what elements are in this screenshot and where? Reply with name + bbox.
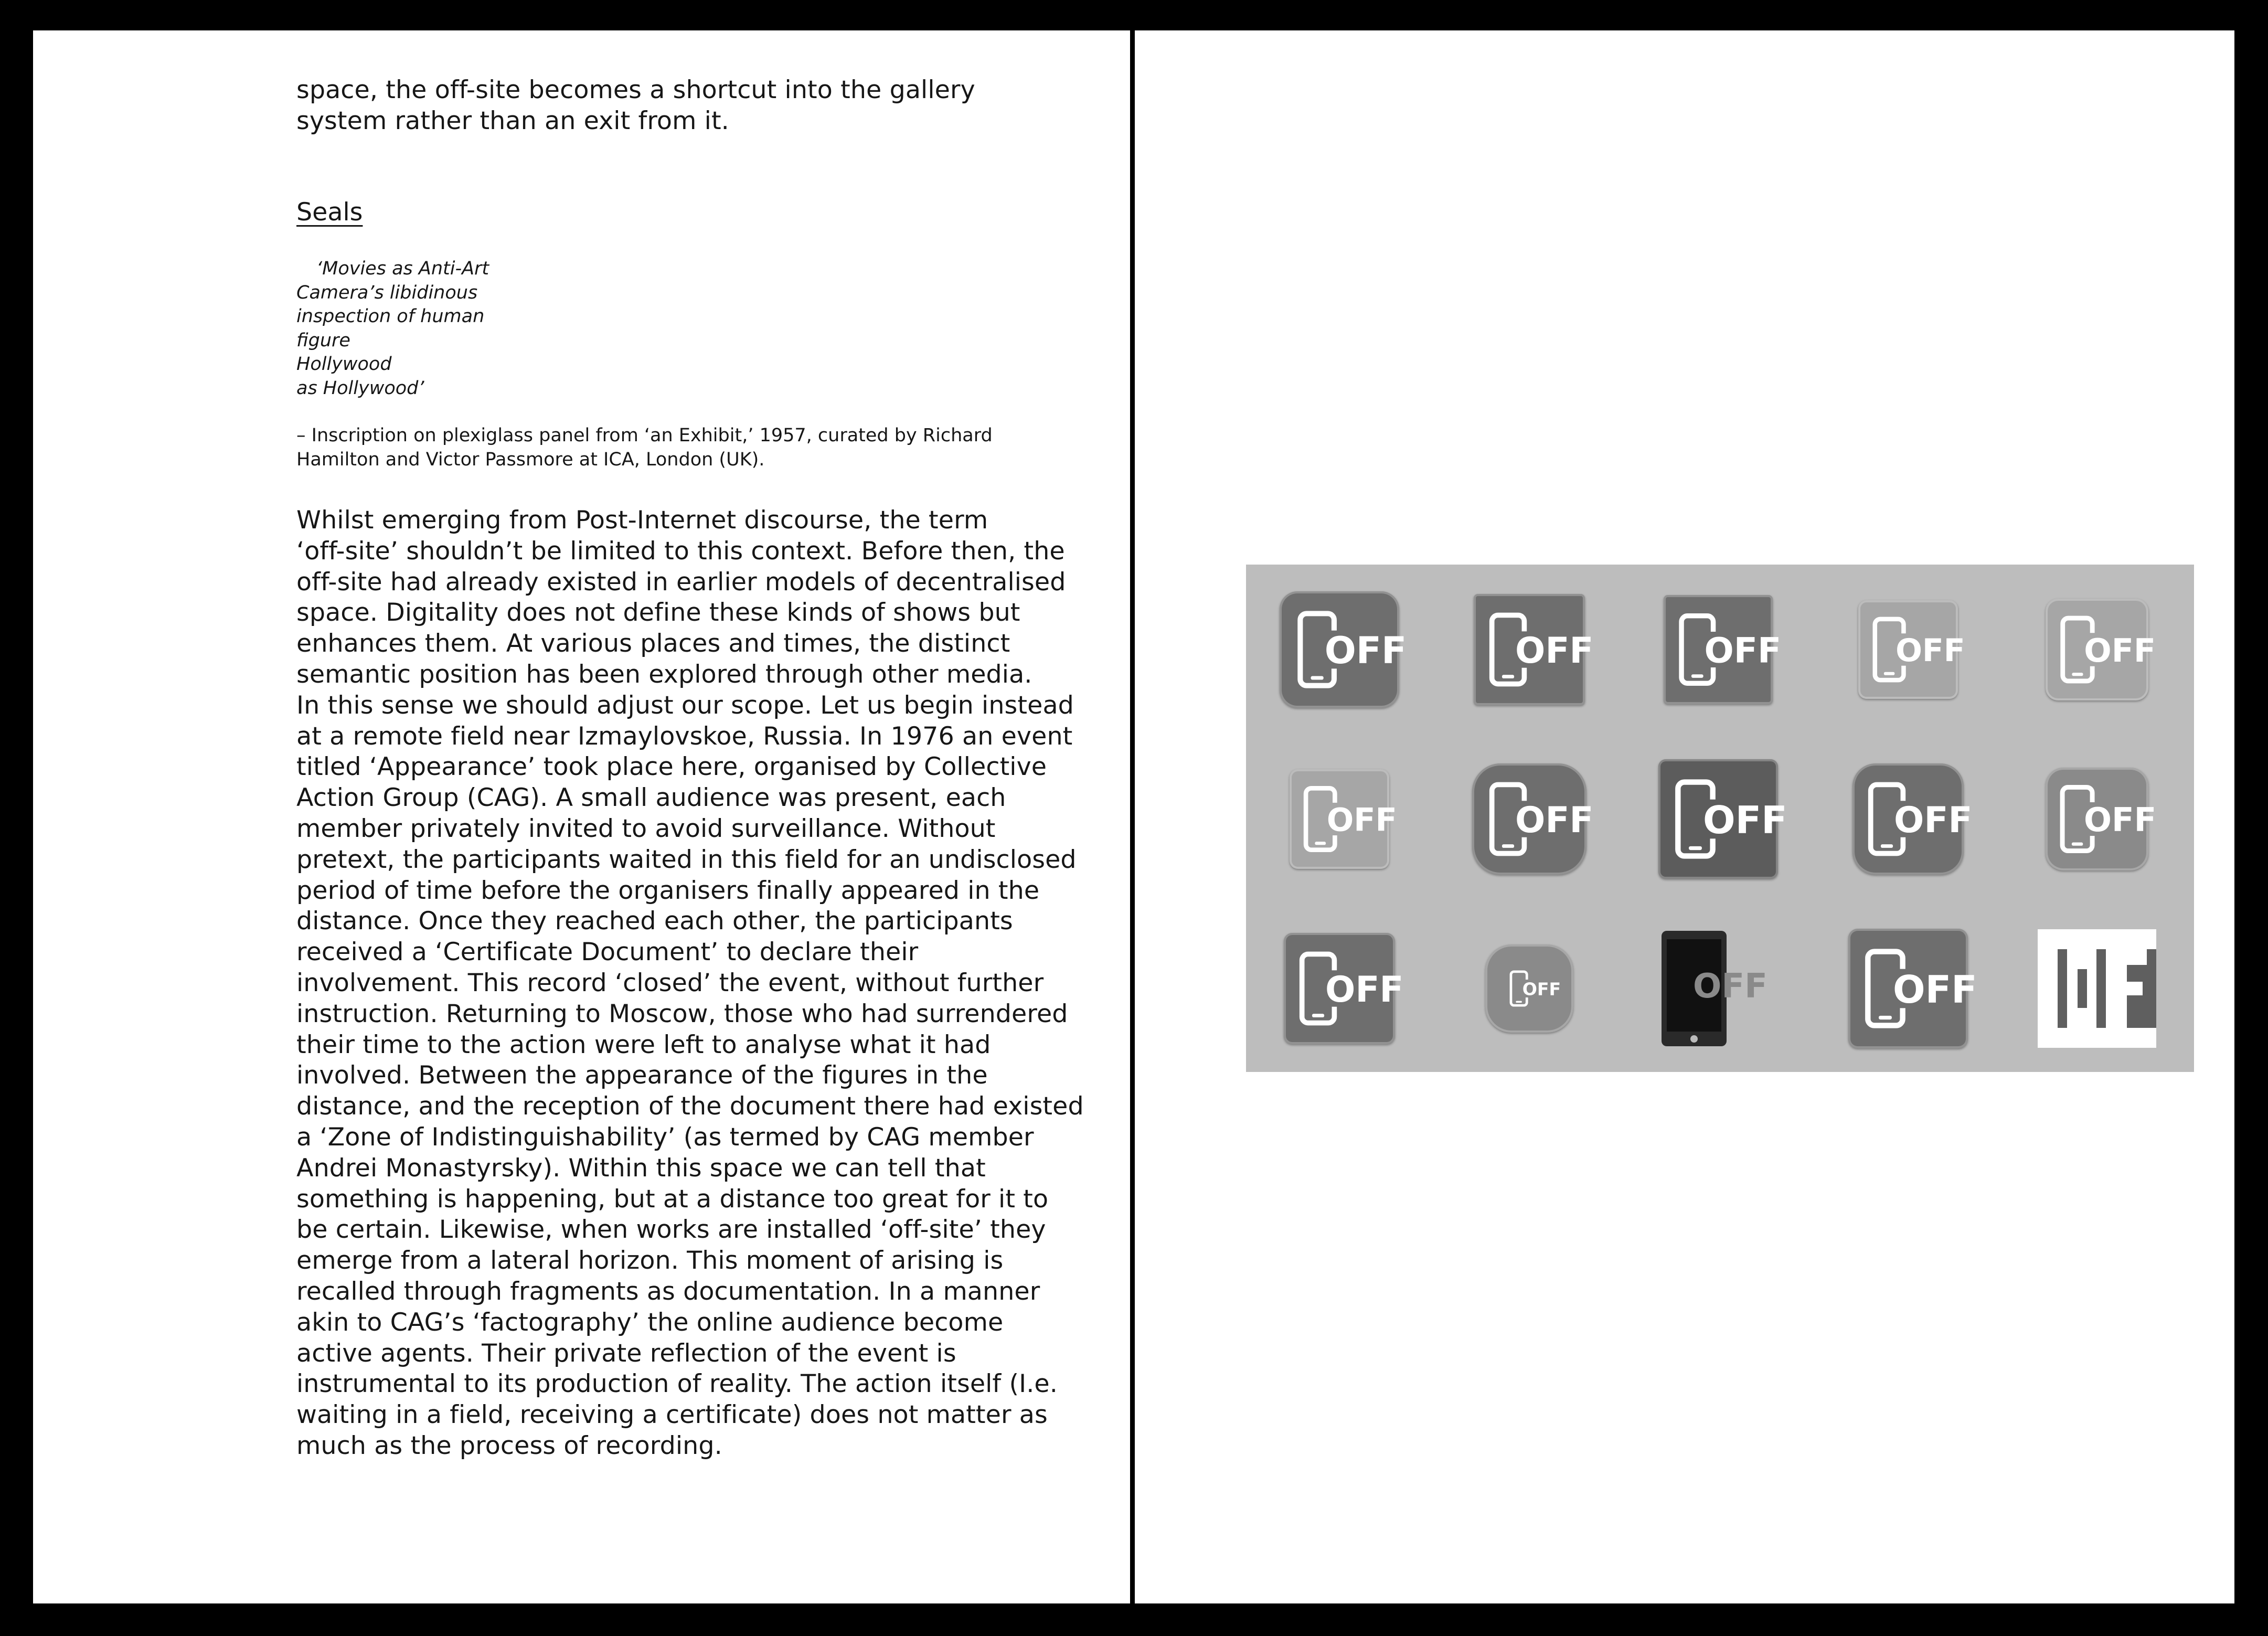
- off-label: OFF: [1326, 802, 1397, 839]
- text-line: figure: [296, 330, 350, 351]
- text-line: a ‘Zone of Indistinguishability’ (as termed by CAG member: [296, 1122, 1034, 1152]
- text-line: space. Digitality does not define these kinds of shows but: [296, 598, 1020, 628]
- text-line: Camera’s libidinous: [296, 282, 478, 303]
- text-line: semantic position has been explored through other media.: [296, 660, 1032, 689]
- text-line: at a remote field near Izmaylovskoe, Russia. In 1976 an event: [296, 721, 1073, 751]
- book-spine: [1130, 30, 1135, 1603]
- off-label: OFF: [1515, 799, 1594, 841]
- text-line: be certain. Likewise, when works are installed ‘off-site’ they: [296, 1215, 1046, 1245]
- text-line: active agents. Their private reflection of the event is: [296, 1338, 956, 1368]
- off-icons-figure: [1246, 565, 2194, 1072]
- text-line: ‘off-site’ shouldn’t be limited to this context. Before then, the: [296, 536, 1065, 566]
- phone-off-icon: [2046, 599, 2156, 700]
- phone-off-icon: [1290, 769, 1397, 869]
- text-line: waiting in a field, receiving a certificate) does not matter as: [296, 1400, 1048, 1430]
- text-line: received a ‘Certificate Document’ to declare their: [296, 938, 919, 967]
- phone-off-icon: [2046, 768, 2157, 870]
- text-line: recalled through fragments as documentation. In a manner: [296, 1277, 1040, 1306]
- off-label: OFF: [2084, 801, 2157, 840]
- text-line: Hamilton and Victor Passmore at ICA, London (UK).: [296, 449, 765, 470]
- body-paragraph: [296, 505, 1084, 1462]
- text-line: their time to the action were left to analyse what it had: [296, 1030, 991, 1059]
- text-line: instruction. Returning to Moscow, those who had surrendered: [296, 999, 1068, 1028]
- off-label: OFF: [1522, 979, 1561, 1000]
- text-line: off-site had already existed in earlier models of decentralised: [296, 567, 1066, 597]
- phone-off-icon: [1280, 591, 1407, 708]
- phone-off-icon: [1664, 595, 1782, 704]
- phone-off-icon: [1485, 944, 1573, 1033]
- epigraph: [296, 257, 489, 401]
- text-line: inspection of human: [296, 306, 485, 327]
- phone-off-icon: [1472, 763, 1594, 875]
- left-page: [33, 30, 1130, 1603]
- phone-off-icon: [1655, 928, 1781, 1049]
- phone-off-icon: [1858, 600, 1965, 699]
- phone-off-icon: [1658, 759, 1787, 879]
- phone-off-icon: [1852, 763, 1973, 875]
- text-line: pretext, the participants waited in this field for an undisclosed: [296, 845, 1077, 874]
- off-label: OFF: [1325, 969, 1404, 1011]
- text-line: ‘Movies as Anti-Art: [316, 258, 489, 279]
- phone-off-icon: [2038, 929, 2156, 1048]
- text-line: Andrei Monastyrsky). Within this space we can tell that: [296, 1153, 986, 1183]
- text-line: Whilst emerging from Post-Internet discourse, the term: [296, 506, 988, 535]
- text-line: much as the process of recording.: [296, 1431, 722, 1460]
- text-line: involvement. This record ‘closed’ the event, without further: [296, 968, 1044, 997]
- off-label: OFF: [1702, 798, 1787, 843]
- text-line: emerge from a lateral horizon. This moment of arising is: [296, 1246, 1004, 1276]
- phone-off-icon: [1284, 933, 1404, 1044]
- intro-paragraph: [296, 75, 1057, 137]
- off-label: OFF: [1324, 629, 1407, 673]
- off-label: OFF: [1704, 630, 1782, 671]
- text-line: period of time before the organisers finally appeared in the: [296, 876, 1040, 905]
- off-label: OFF: [1894, 799, 1973, 841]
- off-label: OFF: [1693, 967, 1767, 1006]
- text-line: space, the off-site becomes a shortcut into the gallery: [296, 76, 975, 104]
- epigraph-attribution: [296, 424, 1041, 472]
- text-line: instrumental to its production of reality. The action itself (I.e.: [296, 1369, 1058, 1399]
- text-line: something is happening, but at a distance too great for it to: [296, 1184, 1049, 1214]
- phone-off-icon: [1474, 594, 1594, 705]
- text-line: distance, and the reception of the document there had existed: [296, 1092, 1084, 1121]
- text-line: Action Group (CAG). A small audience was present, each: [296, 783, 1006, 813]
- text-line: akin to CAG’s ‘factography’ the online audience become: [296, 1308, 1004, 1337]
- text-line: involved. Between the appearance of the figures in the: [296, 1061, 988, 1090]
- off-label: OFF: [2084, 631, 2156, 670]
- text-line: In this sense we should adjust our scope. Let us begin instead: [296, 690, 1074, 720]
- text-line: enhances them. At various places and times, the distinct: [296, 629, 1010, 658]
- off-label: OFF: [1515, 630, 1594, 672]
- text-line: system rather than an exit from it.: [296, 106, 729, 135]
- text-line: distance. Once they reached each other, the participants: [296, 907, 1013, 936]
- text-line: member privately invited to avoid surveillance. Without: [296, 814, 996, 843]
- text-line: – Inscription on plexiglass panel from ‘an Exhibit,’ 1957, curated by Richard: [296, 425, 993, 446]
- text-line: titled ‘Appearance’ took place here, organised by Collective: [296, 752, 1047, 782]
- phone-off-icon: [1848, 929, 1977, 1048]
- off-label: OFF: [1892, 968, 1977, 1012]
- section-heading: Seals: [296, 198, 363, 227]
- text-line: Hollywood: [296, 354, 392, 375]
- off-label: OFF: [1896, 632, 1965, 670]
- text-line: as Hollywood’: [296, 377, 424, 399]
